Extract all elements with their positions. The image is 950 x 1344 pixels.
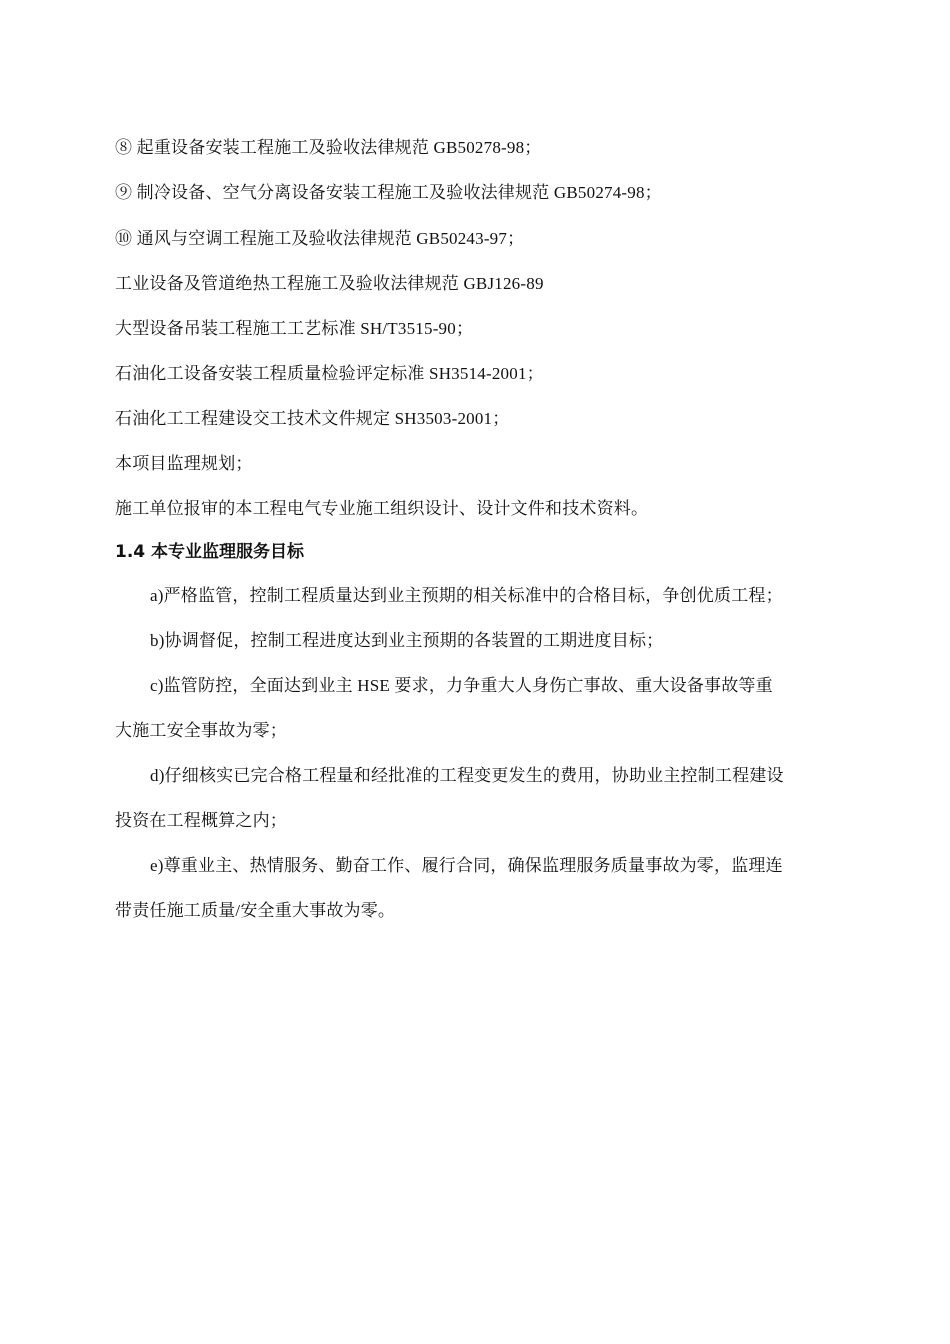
goal-item-c-line1: c)监管防控，全面达到业主 HSE 要求，力争重大人身伤亡事故、重大设备事故等重	[150, 676, 773, 695]
goal-item-e-line2: 带责任施工质量/安全重大事故为零。	[115, 901, 396, 920]
standard-item-9: ⑨ 制冷设备、空气分离设备安装工程施工及验收法律规范 GB50274-98；	[115, 183, 662, 202]
standard-item-quality: 石油化工设备安装工程质量检验评定标准 SH3514-2001；	[115, 364, 544, 383]
goal-item-c-line2: 大施工安全事故为零；	[115, 721, 287, 740]
goal-item-d-line2: 投资在工程概算之内；	[115, 811, 287, 830]
standard-item-handover: 石油化工工程建设交工技术文件规定 SH3503-2001；	[115, 409, 510, 428]
goal-item-e-line1: e)尊重业主、热情服务、勤奋工作、履行合同，确保监理服务质量事故为零，监理连	[150, 856, 783, 875]
goal-item-a: a)严格监管，控制工程质量达到业主预期的相关标准中的合格目标，争创优质工程；	[150, 586, 783, 605]
standard-item-8: ⑧ 起重设备安装工程施工及验收法律规范 GB50278-98；	[115, 138, 542, 157]
standard-item-submittals: 施工单位报审的本工程电气专业施工组织设计、设计文件和技术资料。	[115, 499, 649, 518]
goal-item-d-line1: d)仔细核实已完合格工程量和经批准的工程变更发生的费用，协助业主控制工程建设	[150, 766, 784, 785]
standard-item-insulation: 工业设备及管道绝热工程施工及验收法律规范 GBJ126-89	[115, 274, 544, 293]
section-heading: 1.4 本专业监理服务目标	[115, 542, 305, 562]
standard-item-10: ⑩ 通风与空调工程施工及验收法律规范 GB50243-97；	[115, 229, 525, 248]
standard-item-lifting: 大型设备吊装工程施工工艺标准 SH/T3515-90；	[115, 319, 474, 338]
goal-item-b: b)协调督促，控制工程进度达到业主预期的各装置的工期进度目标；	[150, 631, 664, 650]
standard-item-plan: 本项目监理规划；	[115, 454, 253, 473]
